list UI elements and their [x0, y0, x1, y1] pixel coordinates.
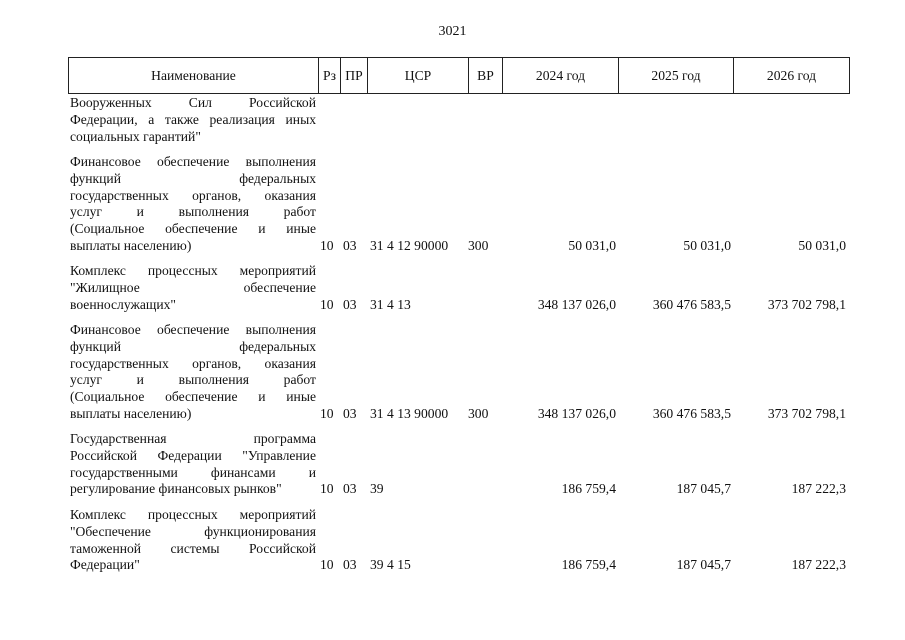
row-name-line: государственными финансами и: [70, 464, 316, 480]
row-name-line: социальных гарантий": [70, 128, 201, 144]
cell-y2025: 187 045,7: [676, 481, 731, 497]
cell-y2025: 187 045,7: [676, 557, 731, 573]
cell-y2025: 360 476 583,5: [652, 406, 731, 421]
header-csr: ЦСР: [368, 58, 469, 93]
cell-csr: 31 4 12 90000: [370, 238, 449, 253]
row-name-line: "Жилищное обеспечение: [70, 279, 316, 295]
row-name-line: услуг и выполнения работ: [70, 204, 316, 220]
row-name-line: Финансовое обеспечение выполнения: [70, 322, 316, 337]
row-name-line: регулирование финансовых рынков": [70, 481, 282, 497]
row-name-line: военнослужащих": [70, 296, 176, 312]
header-2025: 2025 год: [619, 58, 734, 93]
cell-pr: 03: [343, 557, 357, 573]
cell-csr: 31 4 13 90000: [370, 406, 449, 421]
row-name-line: (Социальное обеспечение и иные: [70, 389, 316, 405]
cell-y2024: 50 031,0: [568, 238, 616, 253]
budget-table: [68, 57, 850, 573]
cell-y2026: 187 222,3: [791, 481, 846, 497]
row-name-line: таможенной системы Российской: [70, 540, 316, 556]
row-name: [70, 431, 316, 498]
cell-csr: 31 4 13: [370, 296, 411, 312]
row-name-line: Федерации, а также реализация иных: [70, 111, 316, 127]
cell-rz: 10: [320, 296, 334, 312]
page-number: 3021: [438, 24, 467, 39]
cell-y2025: 50 031,0: [683, 238, 731, 253]
row-name-line: Российской Федерации "Управление: [70, 447, 316, 463]
cell-y2026: 187 222,3: [791, 557, 846, 573]
header-pr: ПР: [341, 58, 368, 93]
cell-y2026: 50 031,0: [798, 238, 846, 253]
cell-y2025: 360 476 583,5: [652, 296, 731, 312]
row-name-line: услуг и выполнения работ: [70, 372, 316, 388]
row-name: [70, 95, 316, 145]
row-name-line: Комплекс процессных мероприятий: [70, 263, 316, 278]
row-name-line: выплаты населению): [70, 405, 192, 421]
cell-rz: 10: [320, 481, 334, 497]
row-name-line: Федерации": [70, 557, 140, 573]
cell-y2024: 348 137 026,0: [537, 296, 616, 312]
cell-pr: 03: [343, 406, 357, 421]
header-vr: ВР: [469, 58, 503, 93]
row-name-line: функций федеральных: [70, 170, 316, 186]
row-name-line: функций федеральных: [70, 338, 316, 354]
cell-y2024: 186 759,4: [561, 481, 616, 497]
cell-rz: 10: [320, 406, 334, 421]
row-name-line: "Обеспечение функционирования: [70, 523, 316, 539]
row-name-line: Финансовое обеспечение выполнения: [70, 154, 316, 169]
table-header: [68, 57, 850, 94]
row-name-line: Вооруженных Сил Российской: [70, 95, 316, 110]
cell-csr: 39: [370, 481, 384, 497]
row-name-line: Государственная программа: [70, 431, 316, 446]
row-name-line: выплаты населению): [70, 237, 192, 253]
cell-pr: 03: [343, 481, 357, 497]
header-2024: 2024 год: [503, 58, 619, 93]
row-name-line: государственных органов, оказания: [70, 355, 316, 371]
cell-y2024: 348 137 026,0: [537, 406, 616, 421]
cell-rz: 10: [320, 238, 334, 253]
cell-y2026: 373 702 798,1: [767, 406, 846, 421]
cell-y2026: 373 702 798,1: [767, 296, 846, 312]
cell-rz: 10: [320, 557, 334, 573]
row-name: [70, 154, 316, 255]
row-name-line: Комплекс процессных мероприятий: [70, 507, 316, 522]
row-name: [70, 263, 316, 313]
row-name: [70, 507, 316, 574]
header-2026: 2026 год: [766, 68, 817, 83]
cell-y2024: 186 759,4: [561, 557, 616, 573]
cell-vr: 300: [468, 406, 489, 421]
cell-vr: 300: [468, 238, 489, 253]
row-name-line: (Социальное обеспечение и иные: [70, 221, 316, 237]
cell-pr: 03: [343, 238, 357, 253]
cell-pr: 03: [343, 296, 357, 312]
header-rz: Рз: [319, 58, 341, 93]
cell-csr: 39 4 15: [370, 557, 411, 573]
header-name: Наименование: [69, 58, 319, 93]
row-name: [70, 322, 316, 423]
row-name-line: государственных органов, оказания: [70, 187, 316, 203]
